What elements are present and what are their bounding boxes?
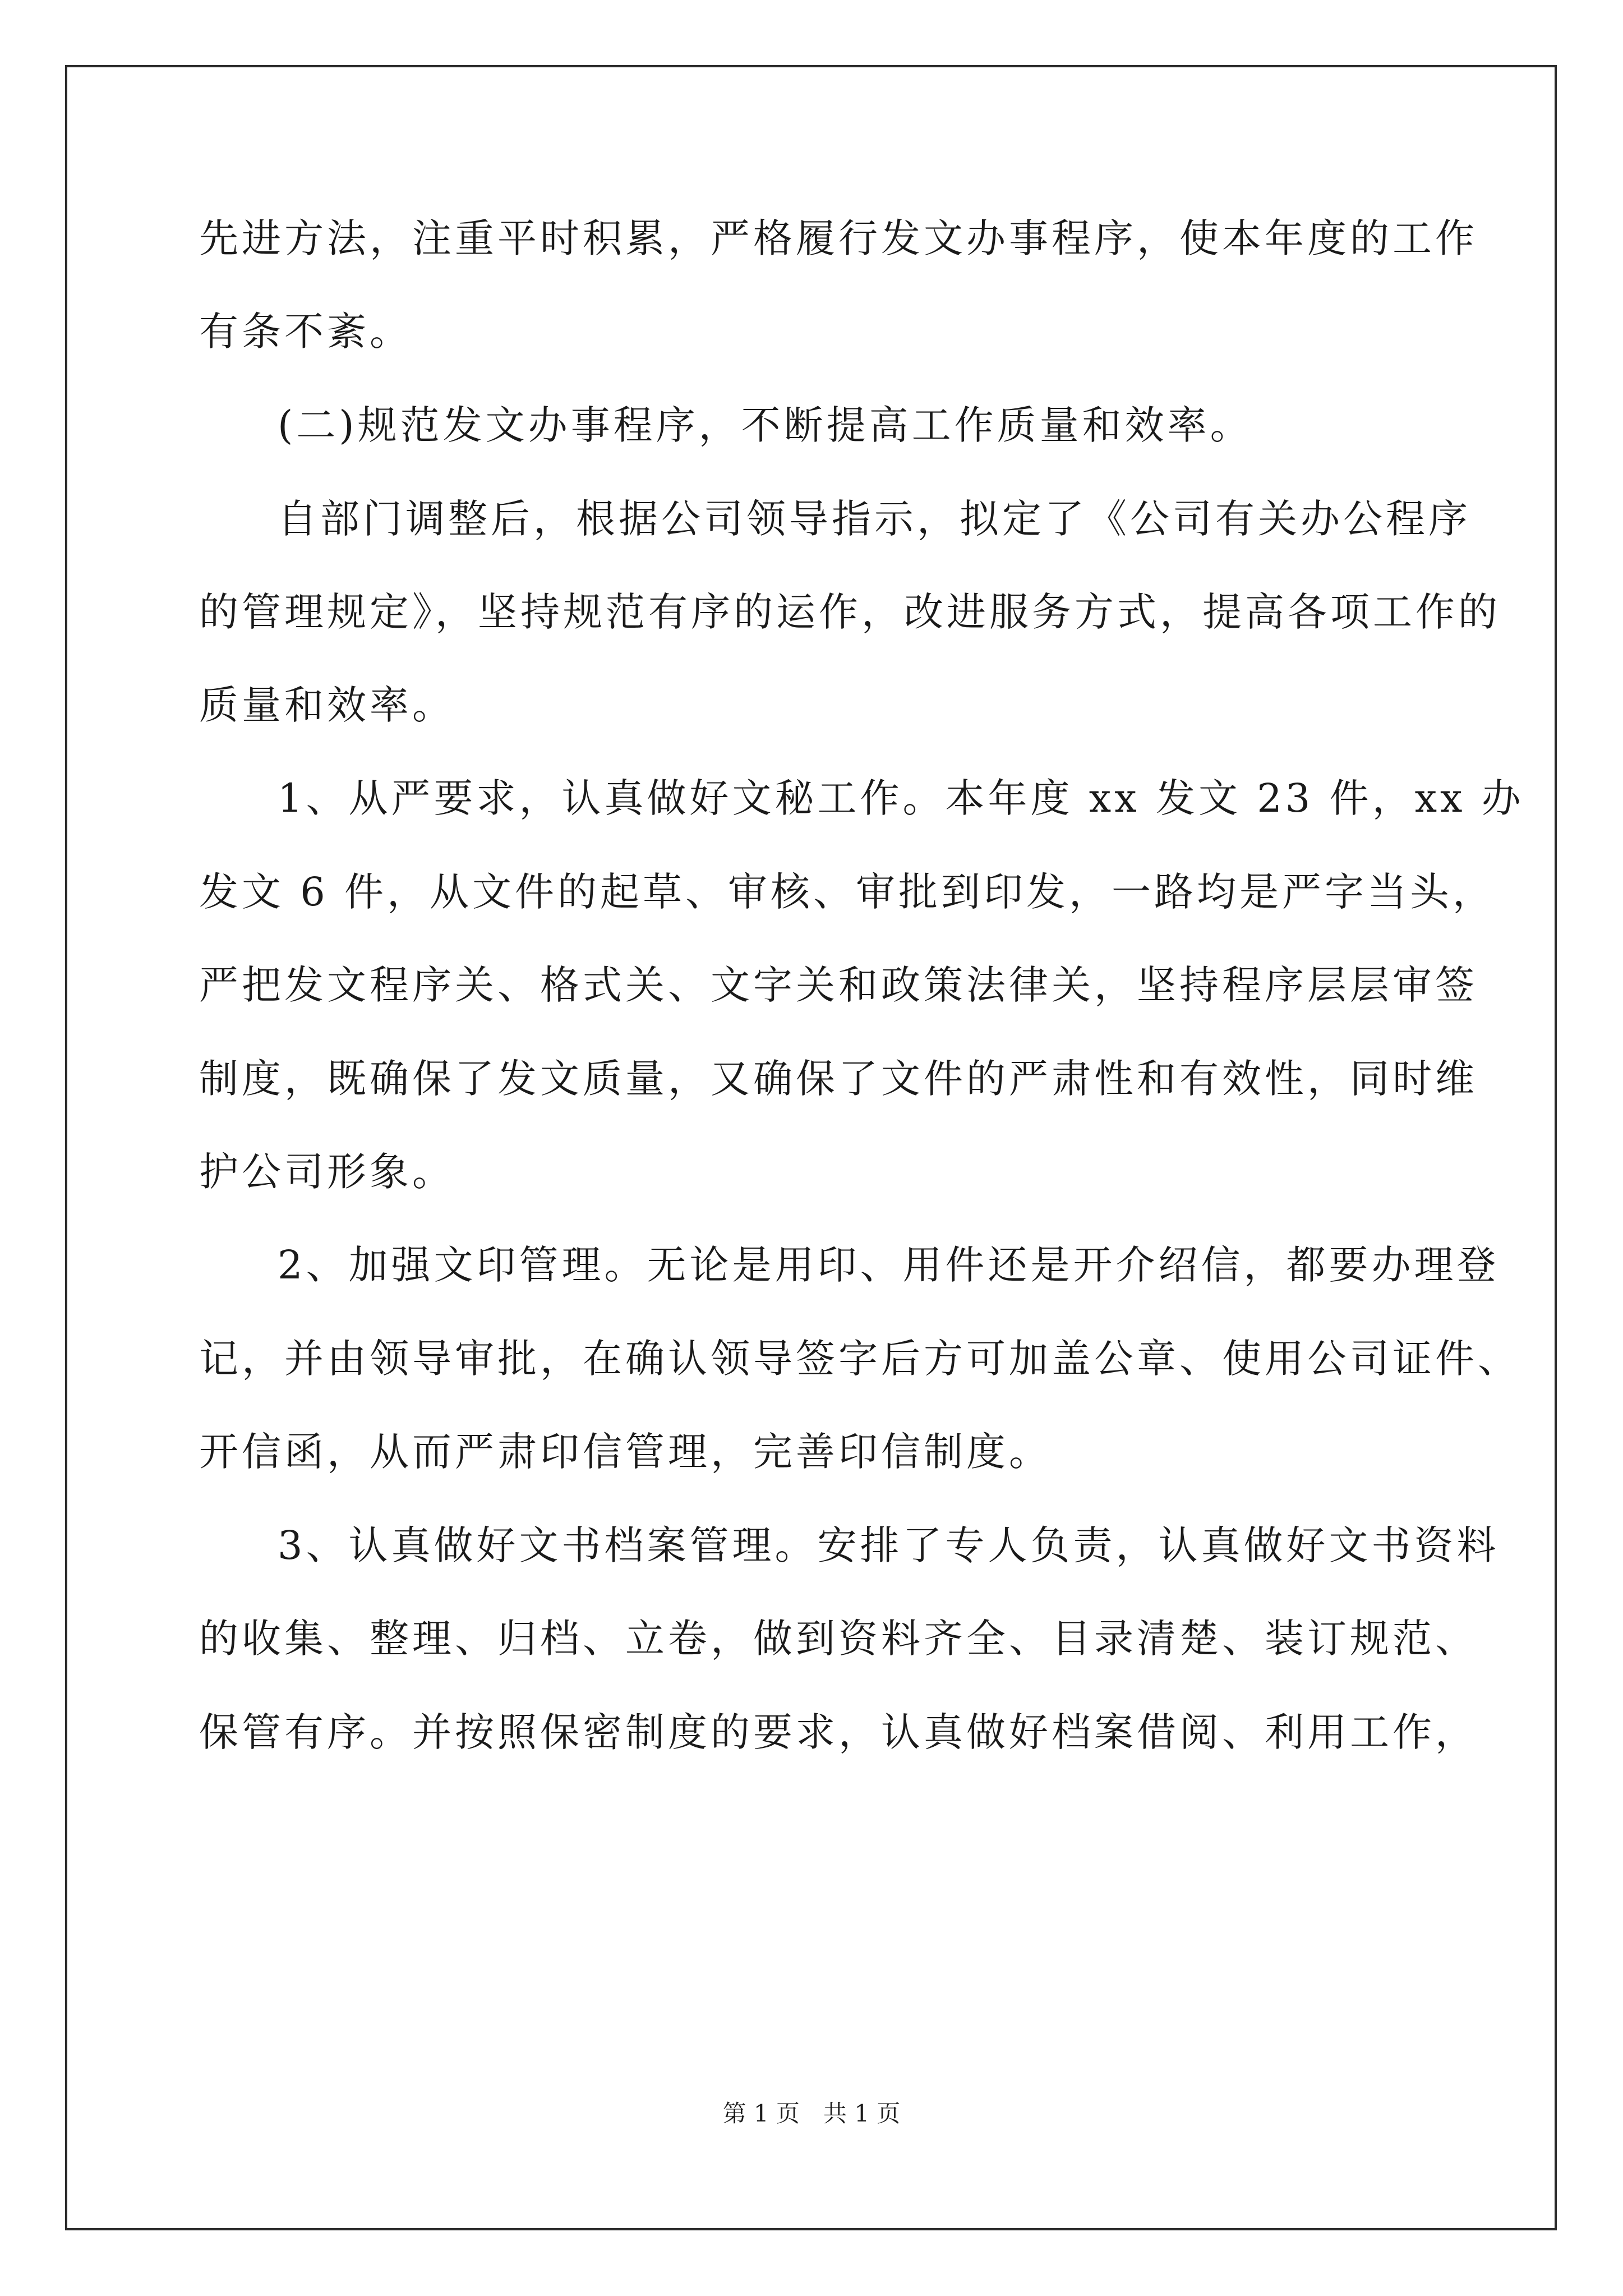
text-line-10: 制度，既确保了发文质量，又确保了文件的严肃性和有效性，同时维 bbox=[199, 1056, 1478, 1102]
page-number: 第 1 页 bbox=[722, 2100, 800, 2127]
text-line-12: 2、加强文印管理。无论是用印、用件还是开介绍信，都要办理登 bbox=[278, 1242, 1500, 1288]
text-line-2: 有条不紊。 bbox=[199, 309, 412, 355]
text-line-16: 的收集、整理、归档、立卷，做到资料齐全、目录清楚、装订规范、 bbox=[199, 1616, 1478, 1662]
text-line-11: 护公司形象。 bbox=[199, 1149, 455, 1195]
text-line-13: 记，并由领导审批，在确认领导签字后方可加盖公章、使用公司证件、 bbox=[199, 1336, 1520, 1382]
text-line-1: 先进方法，注重平时积累，严格履行发文办事程序，使本年度的工作 bbox=[199, 215, 1478, 261]
page-footer bbox=[0, 2097, 1623, 2131]
text-line-6: 质量和效率。 bbox=[199, 682, 455, 728]
text-line-7: 1、从严要求，认真做好文秘工作。本年度 xx 发文 23 件，xx 办 bbox=[278, 775, 1524, 821]
section-heading: (二)规范发文办事程序，不断提高工作质量和效率。 bbox=[278, 402, 1253, 448]
text-line-17: 保管有序。并按照保密制度的要求，认真做好档案借阅、利用工作， bbox=[199, 1709, 1478, 1755]
text-line-14: 开信函，从而严肃印信管理，完善印信制度。 bbox=[199, 1429, 1052, 1475]
text-line-8: 发文 6 件，从文件的起草、审核、审批到印发，一路均是严字当头， bbox=[199, 869, 1496, 915]
text-line-15: 3、认真做好文书档案管理。安排了专人负责，认真做好文书资料 bbox=[278, 1522, 1500, 1568]
text-line-9: 严把发文程序关、格式关、文字关和政策法律关，坚持程序层层审签 bbox=[199, 962, 1478, 1008]
page-total: 共 1 页 bbox=[823, 2100, 901, 2127]
text-line-5: 的管理规定》，坚持规范有序的运作，改进服务方式，提高各项工作的 bbox=[199, 589, 1501, 635]
text-line-4: 自部门调整后，根据公司领导指示，拟定了《公司有关办公程序 bbox=[278, 496, 1471, 542]
